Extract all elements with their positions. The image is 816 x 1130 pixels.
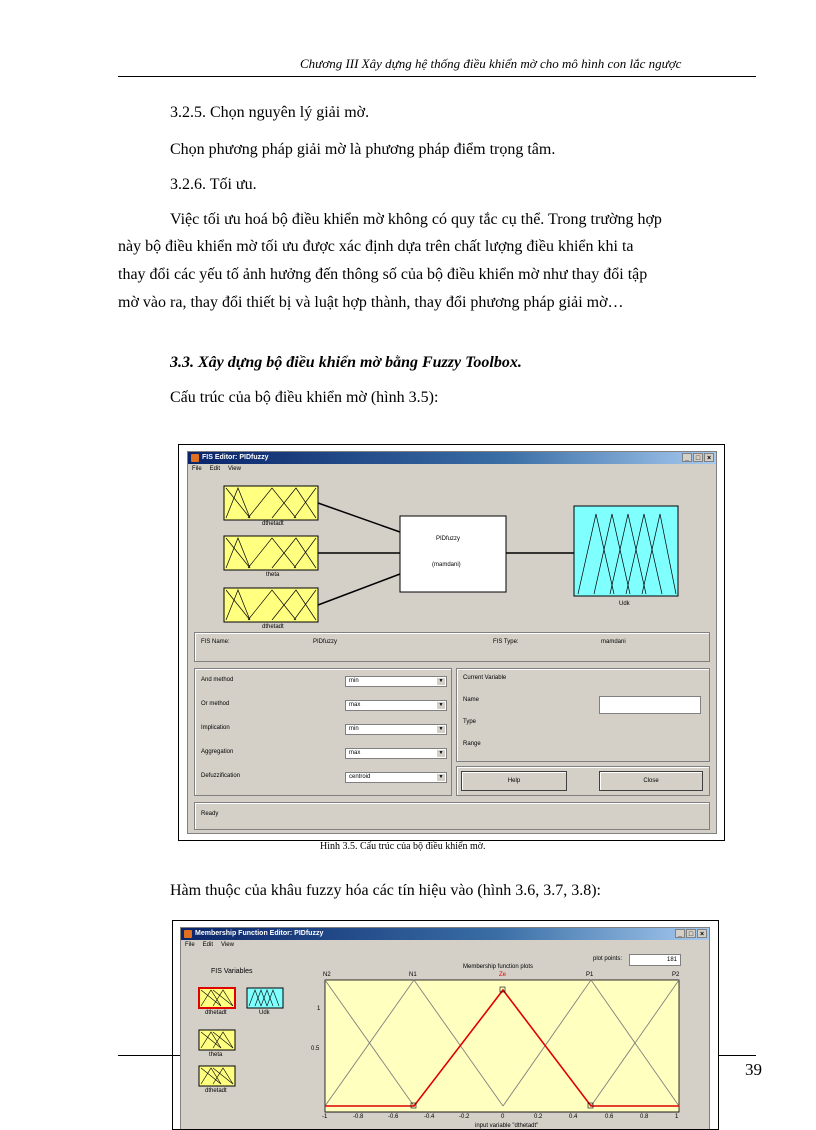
fis-name-label: FIS Name: (201, 639, 230, 645)
var-label: dthetadt (205, 1088, 227, 1094)
cv-name-label: Name (463, 697, 480, 703)
fis-type-value: mamdani (601, 639, 626, 645)
section-3-2-5-text: Chọn phương pháp giải mờ là phương pháp điểm trọng tâm. (170, 141, 556, 158)
plot-points-label: plot points: (593, 956, 623, 962)
chevron-down-icon: ▼ (438, 678, 444, 684)
x-tick: -1 (322, 1114, 328, 1120)
section-3-3-text: Cấu trúc của bộ điều khiển mờ (hình 3.5): (170, 389, 439, 406)
close-icon[interactable]: × (697, 929, 707, 938)
section-3-2-6-heading: 3.2.6. Tối ưu. (170, 176, 257, 193)
minimize-icon[interactable]: _ (682, 453, 692, 462)
fis-variables-label: FIS Variables (211, 968, 253, 975)
menu-edit[interactable]: Edit (209, 466, 221, 472)
footer-rule-right (719, 1055, 756, 1056)
maximize-icon[interactable]: □ (686, 929, 696, 938)
system-name-label: PIDfuzzy (436, 536, 461, 542)
fis-name-value: PIDfuzzy (313, 639, 338, 645)
matlab-icon (191, 454, 199, 462)
chevron-down-icon: ▼ (438, 774, 444, 780)
or-method-select[interactable] (345, 700, 447, 711)
y-tick: 0.5 (311, 1046, 320, 1052)
plot-title: Membership function plots (463, 964, 534, 970)
x-tick: 0.8 (640, 1114, 649, 1120)
x-tick: -0.2 (459, 1114, 470, 1120)
y-tick: 1 (317, 1006, 321, 1012)
menu-file[interactable]: File (185, 942, 195, 948)
x-tick: 0 (501, 1114, 505, 1120)
method-label: Aggregation (201, 749, 234, 755)
current-variable-panel (456, 668, 710, 762)
fis-diagram (188, 474, 718, 634)
select-value: max (349, 750, 361, 756)
fis-editor-window (187, 451, 717, 834)
page-number: 39 (745, 1060, 762, 1079)
method-label: Or method (201, 701, 230, 707)
window-title: FIS Editor: PIDfuzzy (202, 454, 269, 461)
fis-editor-titlebar (188, 452, 716, 464)
and-method-select[interactable] (345, 676, 447, 687)
menu-file[interactable]: File (192, 466, 202, 472)
x-tick: -0.6 (388, 1114, 399, 1120)
fis-system-box (400, 516, 506, 592)
input-label: theta (266, 572, 280, 578)
status-panel (194, 802, 710, 830)
window-title: Membership Function Editor: PIDfuzzy (195, 930, 324, 937)
section-3-3-heading: 3.3. Xây dựng bộ điều khiển mờ bằng Fuzzy Toolbox. (170, 354, 522, 371)
paragraph-line: Việc tối ưu hoá bộ điều khiển mờ không có quy tắc cụ thể. Trong trường hợp (170, 211, 662, 228)
menu-edit[interactable]: Edit (202, 942, 214, 948)
var-label: dthetadt (205, 1010, 227, 1016)
input-dthetadt2-box (224, 588, 318, 622)
plot-points-input[interactable]: 181 (629, 954, 681, 966)
cv-type-label: Type (463, 719, 477, 725)
fis-info-panel (194, 632, 710, 662)
section-3-2-5-heading: 3.2.5. Chọn nguyên lý giải mờ. (170, 104, 370, 121)
chevron-down-icon: ▼ (438, 726, 444, 732)
select-value: centroid (349, 774, 371, 780)
paragraph-line: thay đổi các yếu tố ảnh hưởng đến thông số của bộ điều khiển mờ như thay đổi tập (118, 266, 648, 283)
var-theta-box (199, 1030, 235, 1050)
current-variable-label: Current Variable (463, 675, 507, 681)
implication-select[interactable] (345, 724, 447, 735)
chevron-down-icon: ▼ (438, 702, 444, 708)
system-type-label: (mamdani) (432, 562, 461, 568)
methods-panel (194, 668, 452, 796)
help-button[interactable]: Help (461, 771, 567, 791)
close-button[interactable]: Close (599, 771, 703, 791)
cv-range-label: Range (463, 741, 481, 747)
menu-bar (188, 464, 716, 474)
close-icon[interactable]: × (704, 453, 714, 462)
var-dthetadt2-box (199, 1066, 235, 1086)
defuzzification-select[interactable] (345, 772, 447, 783)
chevron-down-icon: ▼ (438, 750, 444, 756)
method-label: Defuzzification (201, 773, 241, 779)
var-udk-box (247, 988, 283, 1008)
select-value: max (349, 702, 361, 708)
figure-3-6-frame (172, 920, 719, 1130)
running-header: Chương III Xây dựng hệ thống điều khiển mờ cho mô hình con lắc ngược (300, 56, 682, 71)
x-tick: -0.8 (353, 1114, 364, 1120)
x-tick: 0.4 (569, 1114, 578, 1120)
mf-label: P1 (586, 972, 594, 978)
buttons-panel (456, 766, 710, 796)
minimize-icon[interactable]: _ (675, 929, 685, 938)
mf-intro-text: Hàm thuộc của khâu fuzzy hóa các tín hiệu vào (hình 3.6, 3.7, 3.8): (170, 882, 601, 899)
var-label: Udk (259, 1010, 270, 1016)
select-value: min (349, 726, 359, 732)
output-udk-box (574, 506, 678, 596)
x-tick: 0.6 (605, 1114, 614, 1120)
paragraph-line: này bộ điều khiển mờ tối ưu được xác định dựa trên chất lượng điều khiển khi ta (118, 238, 634, 255)
mf-label: P2 (672, 972, 680, 978)
var-label: theta (209, 1052, 223, 1058)
header-rule (118, 76, 756, 77)
x-tick: 1 (675, 1114, 679, 1120)
figure-3-5-caption: Hình 3.5. Cấu trúc của bộ điều khiển mờ. (320, 841, 486, 852)
method-label: And method (201, 677, 234, 683)
footer-rule-left (118, 1055, 180, 1056)
output-label: Udk (619, 601, 630, 607)
mf-label: N2 (323, 972, 331, 978)
paragraph-line: mờ vào ra, thay đổi thiết bị và luật hợp thành, thay đổi phương pháp giải mờ… (118, 294, 624, 311)
mf-label-selected: Ze (499, 972, 507, 978)
mf-plot-area (325, 980, 679, 1112)
status-text: Ready (201, 811, 219, 817)
maximize-icon[interactable]: □ (693, 453, 703, 462)
input-dthetadt-box (224, 486, 318, 520)
method-label: Implication (201, 725, 230, 731)
x-axis-label: input variable "dthetadt" (475, 1123, 539, 1129)
input-label: dthetadt (262, 624, 284, 630)
menu-view[interactable]: View (221, 942, 234, 948)
name-input[interactable] (599, 696, 701, 714)
mf-label: N1 (409, 972, 417, 978)
fis-type-label: FIS Type: (493, 639, 519, 645)
x-tick: -0.4 (424, 1114, 435, 1120)
input-label: dthetadt (262, 521, 284, 527)
menu-view[interactable]: View (228, 466, 241, 472)
mf-editor-window (180, 927, 710, 1130)
var-dthetadt-box (199, 988, 235, 1008)
figure-3-5-frame (178, 444, 725, 841)
x-tick: 0.2 (534, 1114, 543, 1120)
input-theta-box (224, 536, 318, 570)
select-value: min (349, 678, 359, 684)
aggregation-select[interactable] (345, 748, 447, 759)
